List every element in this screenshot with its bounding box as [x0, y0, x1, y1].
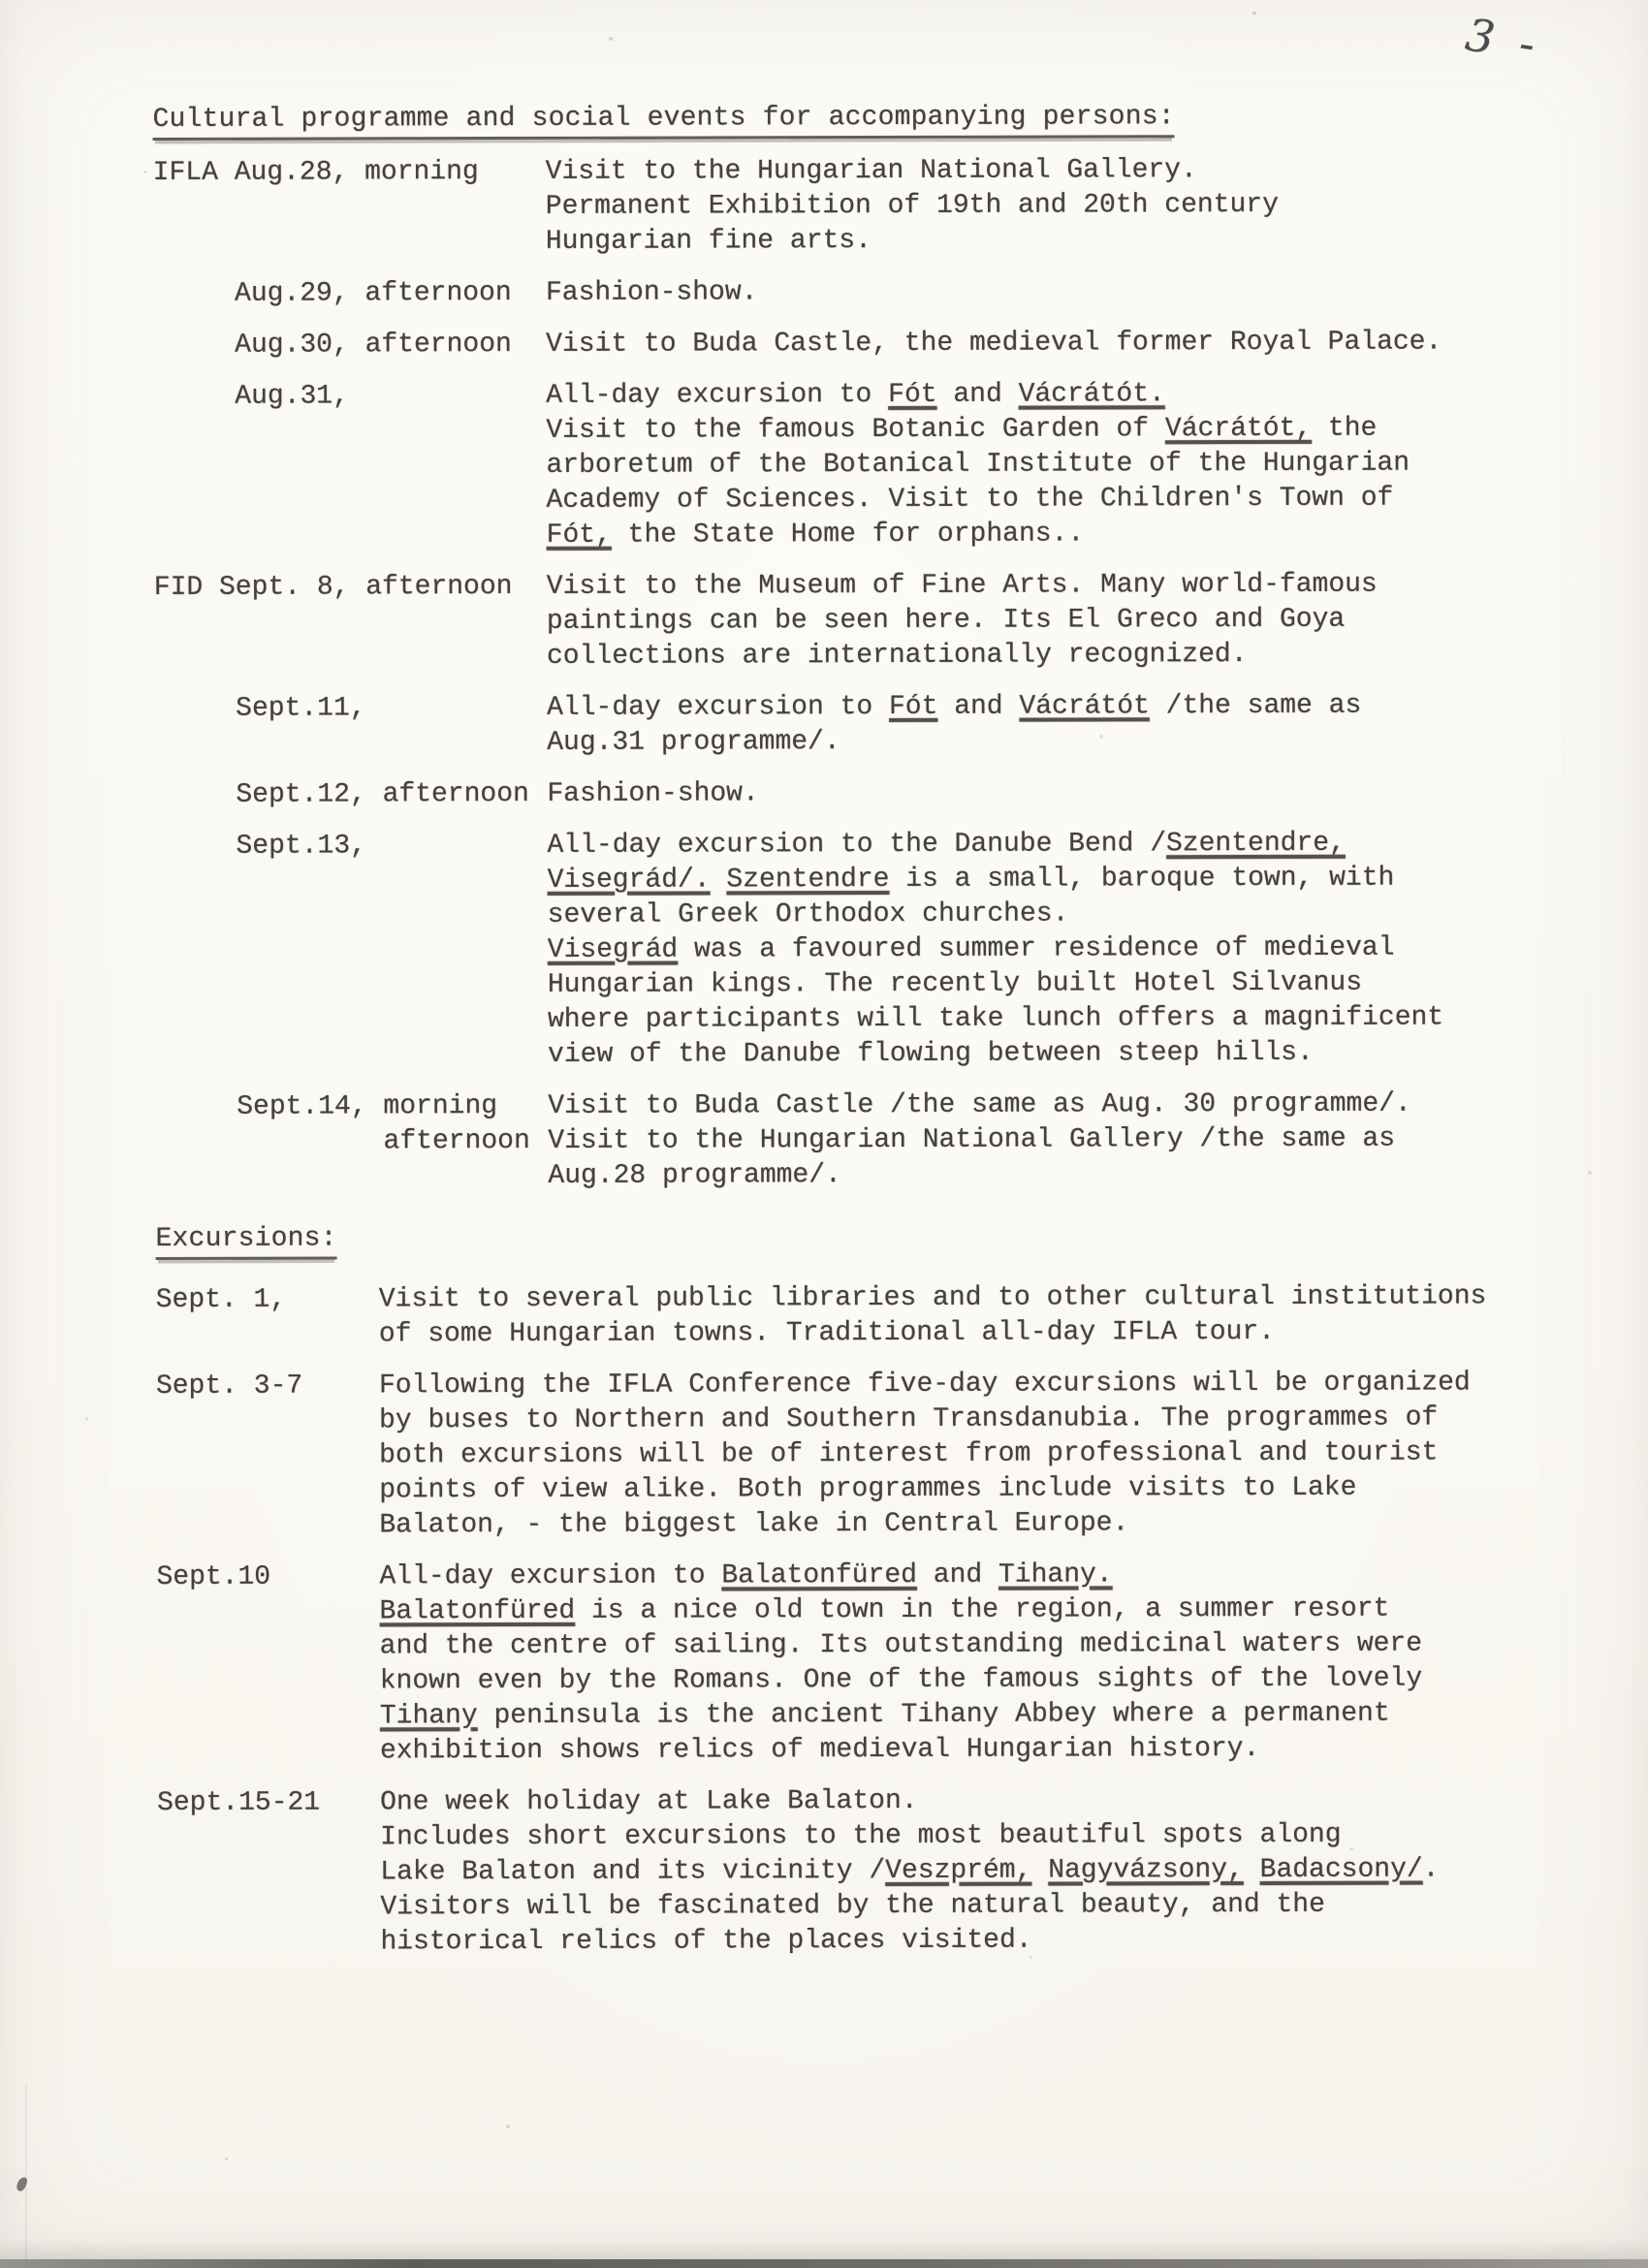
text-line: Aug.28 programme/.	[548, 1160, 841, 1191]
text-line: FID Sept. 8, afternoon	[153, 571, 513, 603]
underlined-place-name: Visegrád/.	[547, 865, 711, 896]
text-line: Tihany peninsula is the ancient Tihany Abbey where a permanent	[379, 1698, 1390, 1732]
text-line: of some Hungarian towns. Traditional all-day IFLA tour.	[378, 1316, 1275, 1350]
page-title: Cultural programme and social events for accompanying persons:	[152, 102, 1174, 141]
entry-date-label	[154, 829, 547, 865]
schedule-entry	[153, 376, 1607, 554]
entry-description	[547, 826, 1609, 1073]
text-line: where participants will take lunch offers a magnificent	[547, 1002, 1444, 1035]
excursions-heading-row	[155, 1220, 1609, 1260]
underlined-place-name: Veszprém,	[885, 1855, 1032, 1886]
paper-speck	[609, 37, 613, 41]
text-line: exhibition shows relics of medieval Hungarian history.	[379, 1733, 1260, 1767]
text-line: Sept.13,	[154, 831, 366, 862]
text-line: Includes short excursions to the most beautiful spots along	[380, 1819, 1342, 1853]
excursions-list	[156, 1279, 1612, 1961]
entry-date-label	[153, 276, 546, 312]
entry-description	[380, 1782, 1611, 1960]
paper-speck	[225, 2158, 228, 2160]
underlined-place-name: Szentendre	[726, 864, 890, 896]
underlined-place-name: Nagyvázsony,	[1048, 1855, 1244, 1886]
text-line: All-day excursion to the Danube Bend /Szentendre,	[547, 828, 1346, 861]
text-line: Hungarian fine arts.	[545, 226, 872, 257]
entry-description	[548, 1087, 1609, 1194]
page-title-row	[152, 101, 1606, 141]
entry-date-label	[153, 379, 546, 415]
paper-speck	[1588, 1171, 1592, 1175]
text-line: Sept. 3-7	[155, 1370, 303, 1402]
text-line: One week holiday at Lake Balaton.	[380, 1785, 918, 1818]
text-line: All-day excursion to Fót and Vácrátót /the same as	[547, 690, 1362, 723]
paper-speck	[1099, 735, 1103, 739]
entry-description	[547, 774, 1608, 812]
text-line: arboretum of the Botanical Institute of the Hungarian	[546, 448, 1410, 481]
text-line: view of the Danube flowing between steep hills.	[548, 1037, 1314, 1070]
schedule-entry	[153, 152, 1607, 261]
entry-date-label	[156, 1282, 379, 1318]
entry-description	[546, 273, 1607, 311]
entry-description	[546, 325, 1607, 362]
entry-date-label	[153, 155, 546, 191]
text-line: Fót, the State Home for orphans..	[546, 519, 1085, 551]
text-line: IFLA Aug.28, morning	[152, 157, 479, 188]
text-line: Visegrád/. Szentendre is a small, baroque town, with	[547, 863, 1395, 896]
paper-speck	[1030, 1956, 1032, 1959]
text-line: Aug.31 programme/.	[547, 727, 840, 758]
text-line: Visit to the Hungarian National Gallery /the same as	[548, 1123, 1396, 1156]
entry-date-label	[154, 570, 547, 606]
text-line: Visit to the famous Botanic Garden of Vácrátót, the	[546, 413, 1378, 446]
schedule-entry	[154, 774, 1608, 813]
schedule-entry	[154, 567, 1608, 676]
text-line: Permanent Exhibition of 19th and 20th century	[545, 189, 1279, 222]
paper-speck	[143, 171, 146, 173]
entry-date-label	[153, 328, 546, 363]
text-line: points of view alike. Both programmes include visits to Lake	[379, 1472, 1357, 1506]
underlined-place-name: Vácrátót.	[1018, 379, 1165, 410]
underlined-place-name: Badacsony/	[1259, 1854, 1423, 1885]
entry-description	[547, 688, 1608, 761]
text-line: Following the IFLA Conference five-day excursions will be organized	[378, 1368, 1471, 1402]
schedule-entry	[154, 688, 1608, 762]
entry-description	[379, 1279, 1610, 1352]
text-line: Visit to several public libraries and to other cultural institutions	[378, 1281, 1487, 1315]
excursions-heading: Excursions:	[155, 1223, 336, 1259]
text-line: paintings can be seen here. Its El Greco and Goya	[546, 604, 1346, 637]
entry-description	[547, 567, 1608, 675]
schedule-entry	[153, 273, 1607, 312]
text-line: both excursions will be of interest from professional and tourist	[379, 1437, 1439, 1471]
text-line: Visit to the Museum of Fine Arts. Many world-famous	[546, 569, 1378, 602]
text-line: afternoon	[155, 1125, 530, 1157]
text-line: and the centre of sailing. Its outstanding medicinal waters were	[379, 1628, 1423, 1662]
entry-date-label	[155, 1089, 548, 1160]
entry-description	[379, 1366, 1610, 1543]
text-line: Visit to Buda Castle, the medieval former Royal Palace.	[546, 327, 1442, 360]
paper-speck	[1349, 1847, 1353, 1850]
text-line: historical relics of the places visited.	[380, 1925, 1032, 1958]
underlined-place-name: Fót,	[546, 520, 612, 551]
text-line: Academy of Sciences. Visit to the Children's Town of	[546, 483, 1394, 516]
entry-date-label	[156, 1369, 379, 1404]
entry-description	[379, 1557, 1611, 1769]
entry-date-label	[154, 777, 547, 813]
schedule-entry	[154, 826, 1609, 1074]
paper-speck	[85, 1417, 88, 1421]
text-line: collections are internationally recognized.	[546, 640, 1248, 672]
text-line: Aug.29, afternoon	[152, 277, 512, 309]
entry-description	[546, 376, 1607, 553]
text-line: Sept.15-21	[157, 1787, 321, 1818]
schedule-entry	[156, 1366, 1610, 1544]
schedule-entry	[155, 1087, 1609, 1195]
text-line: Sept. 1,	[155, 1284, 287, 1315]
text-line: Visitors will be fascinated by the natural beauty, and the	[380, 1889, 1325, 1923]
scan-bottom-shadow	[0, 2239, 1648, 2260]
underlined-place-name: Balatonfüred	[721, 1559, 917, 1591]
underlined-place-name: Szentendre,	[1165, 828, 1346, 860]
text-line: Visit to Buda Castle /the same as Aug. 30 programme/.	[548, 1088, 1411, 1121]
underlined-place-name: Visegrád	[547, 934, 679, 965]
text-line: Aug.31,	[153, 381, 349, 412]
underlined-place-name: Tihany.	[998, 1559, 1113, 1591]
text-line: several Greek Orthodox churches.	[547, 898, 1069, 930]
text-line: Lake Balaton and its vicinity /Veszprém, Nagyvázsony, Badacsony/.	[380, 1854, 1440, 1888]
schedule-entry	[157, 1782, 1611, 1961]
text-line: Aug.30, afternoon	[153, 329, 512, 361]
text-line: Visit to the Hungarian National Gallery.	[545, 155, 1197, 187]
schedule-entry	[156, 1279, 1610, 1353]
underlined-place-name: Tihany	[379, 1701, 478, 1732]
underlined-place-name: Fót	[888, 691, 938, 722]
text-line: by buses to Northern and Southern Transdanubia. The programmes of	[378, 1402, 1439, 1436]
schedule-entry	[156, 1557, 1611, 1770]
text-line: All-day excursion to Fót and Vácrátót.	[546, 379, 1165, 411]
schedule-entry	[153, 325, 1607, 363]
text-line: Hungarian kings. The recently built Hotel Silvanus	[547, 967, 1363, 1000]
text-line: Sept.10	[156, 1561, 271, 1592]
cultural-programme-list	[153, 152, 1610, 1195]
text-line: known even by the Romans. One of the famous sights of the lovely	[379, 1663, 1423, 1697]
entry-date-label	[154, 691, 547, 727]
paper-speck	[1252, 12, 1256, 15]
text-line: Sept.12, afternoon	[154, 778, 529, 810]
underlined-place-name: Fót	[888, 379, 937, 410]
underlined-place-name: Vácrátót,	[1164, 413, 1313, 445]
scan-edge-line	[25, 2084, 27, 2263]
text-line: Fashion-show.	[547, 778, 759, 809]
text-line: Fashion-show.	[545, 277, 758, 308]
text-line: Visegrád was a favoured summer residence of medieval	[547, 932, 1395, 965]
page-number-handwritten: 3 -	[1462, 8, 1545, 72]
text-line: All-day excursion to Balatonfüred and Tihany.	[379, 1559, 1113, 1592]
entry-date-label	[156, 1559, 379, 1595]
entry-description	[546, 152, 1607, 260]
text-line: Sept.14, morning	[155, 1091, 498, 1122]
text-line: Balaton, - the biggest lake in Central Europe.	[379, 1508, 1129, 1541]
scan-bottom-edge	[0, 2259, 1648, 2268]
underlined-place-name: Balatonfüred	[379, 1595, 576, 1627]
text-line: Sept.11,	[154, 693, 366, 724]
document-content	[152, 101, 1611, 1977]
text-line: Balatonfüred is a nice old town in the region, a summer resort	[379, 1593, 1390, 1627]
paper-speck	[506, 2125, 510, 2128]
underlined-place-name: Vácrátót	[1019, 691, 1150, 722]
entry-date-label	[157, 1785, 380, 1821]
